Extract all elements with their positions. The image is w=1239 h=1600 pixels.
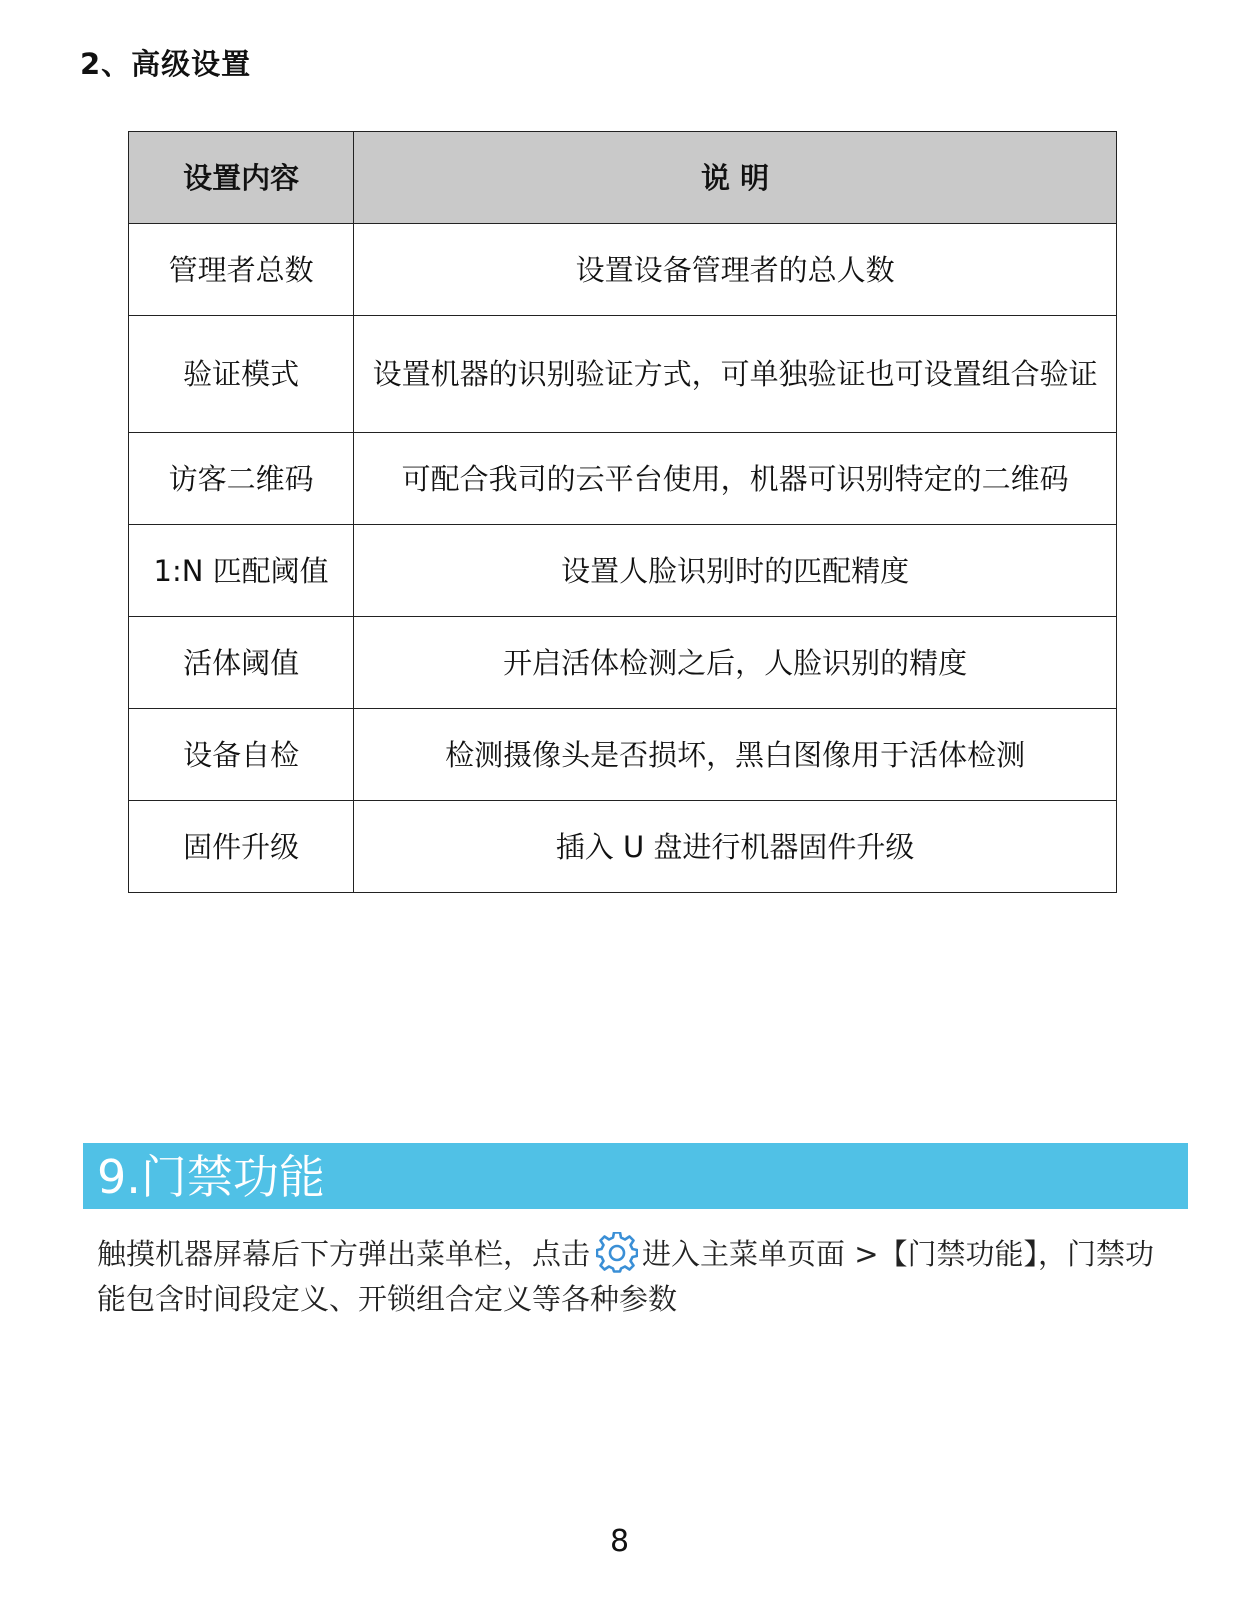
table-row	[129, 709, 1117, 801]
setting-cell: 活体阈值	[129, 617, 354, 709]
paragraph-text-before-icon: 触摸机器屏幕后下方弹出菜单栏，点击	[97, 1237, 591, 1271]
description-cell: 插入 U 盘进行机器固件升级	[354, 801, 1117, 893]
body-paragraph	[97, 1232, 1177, 1322]
section-title: 9.门禁功能	[97, 1150, 325, 1204]
section-title-bar	[83, 1143, 1188, 1209]
setting-cell: 访客二维码	[129, 433, 354, 525]
description-cell: 开启活体检测之后，人脸识别的精度	[354, 617, 1117, 709]
setting-cell: 设备自检	[129, 709, 354, 801]
setting-cell: 1:N 匹配阈值	[129, 525, 354, 617]
table-row	[129, 433, 1117, 525]
description-cell: 设置人脸识别时的匹配精度	[354, 525, 1117, 617]
table-row	[129, 224, 1117, 316]
setting-cell: 管理者总数	[129, 224, 354, 316]
setting-cell: 固件升级	[129, 801, 354, 893]
description-cell: 检测摄像头是否损坏，黑白图像用于活体检测	[354, 709, 1117, 801]
header-setting: 设置内容	[129, 132, 354, 224]
table-row	[129, 617, 1117, 709]
header-description: 说 明	[354, 132, 1117, 224]
description-cell: 设置设备管理者的总人数	[354, 224, 1117, 316]
page-number: 8	[609, 1524, 630, 1559]
advanced-settings-table	[128, 131, 1117, 893]
paragraph-text-after-icon: 进入主菜单页面 >【门禁功能】，门禁功能包含时间段定义、开锁组合定义等各种参数	[97, 1237, 1155, 1316]
gear-icon	[596, 1232, 638, 1274]
table-row	[129, 525, 1117, 617]
table-row	[129, 801, 1117, 893]
setting-cell: 验证模式	[129, 316, 354, 433]
table-row	[129, 316, 1117, 433]
description-cell: 设置机器的识别验证方式，可单独验证也可设置组合验证	[354, 316, 1117, 433]
section-heading: 2、高级设置	[80, 47, 252, 81]
description-cell: 可配合我司的云平台使用，机器可识别特定的二维码	[354, 433, 1117, 525]
table-header-row	[129, 132, 1117, 224]
